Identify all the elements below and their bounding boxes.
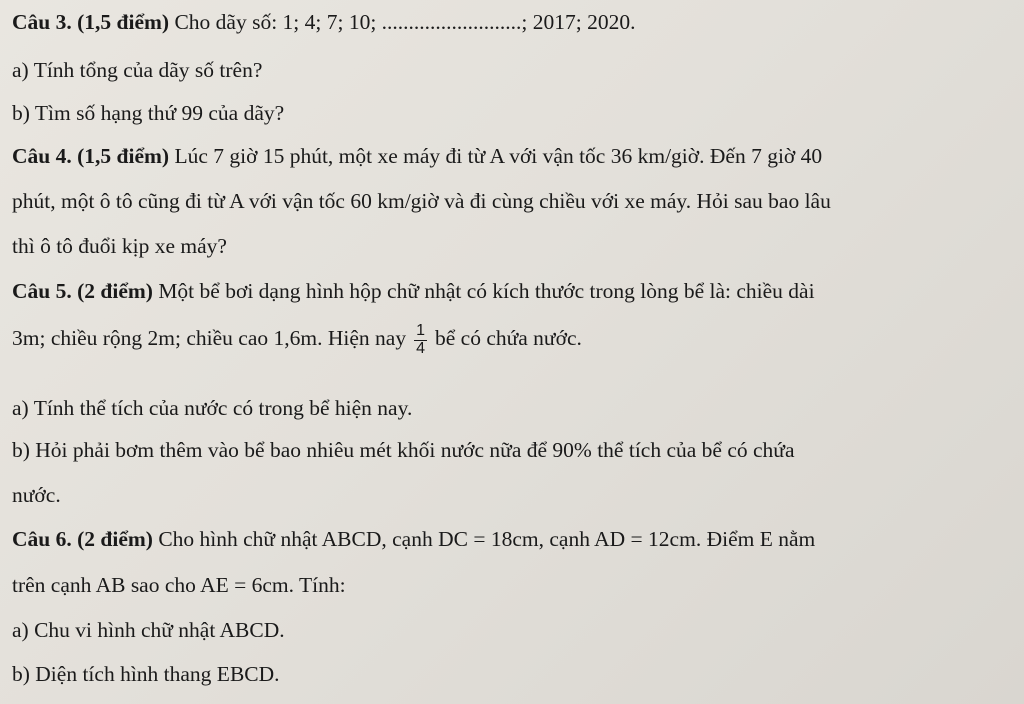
fraction: [414, 323, 427, 358]
q3-part-b: b) Tìm số hạng thứ 99 của dãy?: [12, 101, 285, 125]
q4-line-2: phút, một ô tô cũng đi từ A với vận tốc 60 km/giờ và đi cùng chiều với xe máy. Hỏi sau bao lâu: [12, 189, 831, 213]
q4-line-3: thì ô tô đuổi kịp xe máy?: [12, 234, 227, 258]
q6-line-1: [12, 529, 815, 551]
q5-part-b-line-2: nước.: [12, 483, 61, 507]
q3-line: [12, 12, 636, 34]
q3-label: Câu 3. (1,5 điểm): [12, 10, 170, 34]
q5-line-1: [12, 281, 815, 303]
q6-part-a: a) Chu vi hình chữ nhật ABCD.: [12, 618, 285, 642]
q4-text-1: Lúc 7 giờ 15 phút, một xe máy đi từ A với vận tốc 36 km/giờ. Đến 7 giờ 40: [169, 144, 823, 168]
q5-label: Câu 5. (2 điểm): [12, 279, 153, 303]
q5-text-1: Một bể bơi dạng hình hộp chữ nhật có kích thước trong lòng bể là: chiều dài: [152, 279, 815, 303]
q6-line-2: trên cạnh AB sao cho AE = 6cm. Tính:: [12, 573, 346, 597]
q5-part-a: a) Tính thể tích của nước có trong bể hiện nay.: [12, 396, 413, 420]
q5-text-2-before: 3m; chiều rộng 2m; chiều cao 1,6m. Hiện nay: [12, 326, 407, 351]
fraction-numerator: 1: [416, 322, 425, 339]
q4-line-1: [12, 146, 822, 168]
q4-label: Câu 4. (1,5 điểm): [12, 144, 170, 168]
q5-text-2-after: bể có chứa nước.: [434, 326, 582, 351]
q6-text-1: Cho hình chữ nhật ABCD, cạnh DC = 18cm, cạnh AD = 12cm. Điểm E nằm: [152, 527, 816, 551]
q5-line-2: [12, 323, 582, 358]
fraction-denominator: 4: [416, 339, 425, 357]
q6-label: Câu 6. (2 điểm): [12, 527, 153, 551]
q3-part-a: a) Tính tổng của dãy số trên?: [12, 58, 263, 82]
q3-text: Cho dãy số: 1; 4; 7; 10; ..........................; 2017; 2020.: [169, 10, 636, 34]
q6-part-b: b) Diện tích hình thang EBCD.: [12, 662, 280, 686]
q5-part-b-line-1: b) Hỏi phải bơm thêm vào bể bao nhiêu mét khối nước nữa để 90% thể tích của bể có chứa: [12, 438, 795, 462]
